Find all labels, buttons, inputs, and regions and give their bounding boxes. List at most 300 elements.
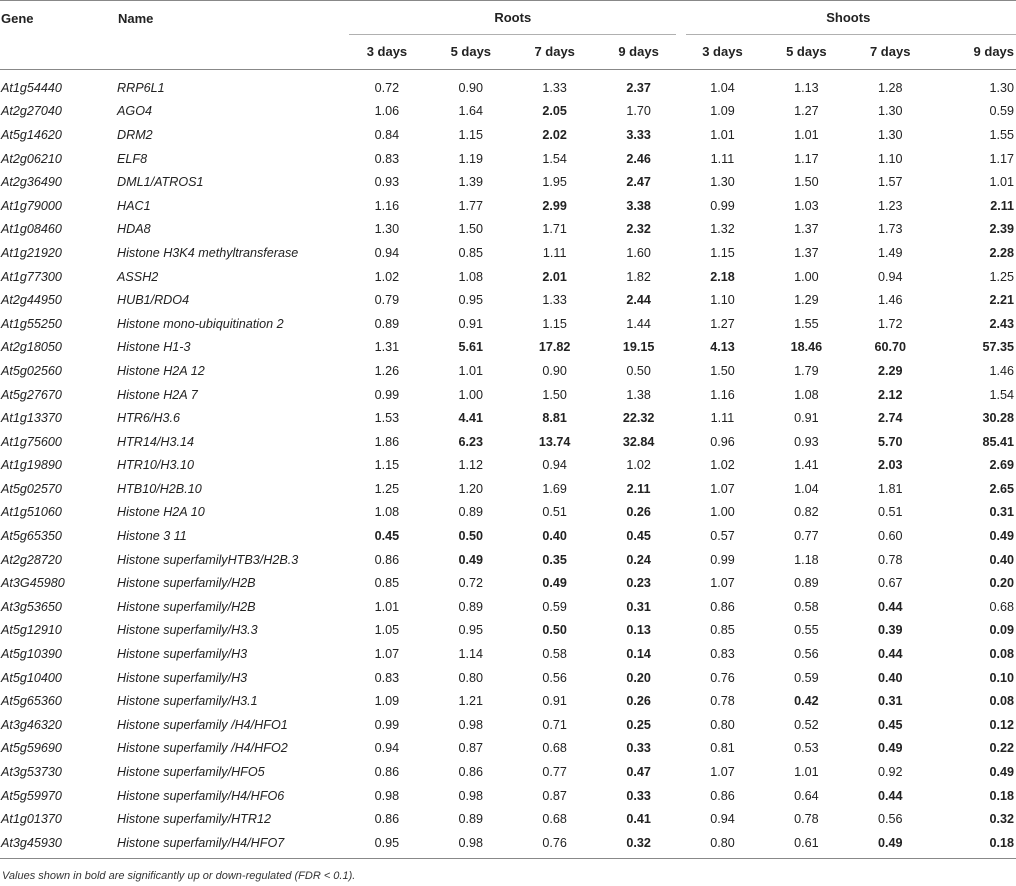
table-row	[0, 548, 1016, 572]
value-cell: 1.06	[374, 104, 400, 119]
value-cell: 1.00	[710, 505, 735, 520]
value-cell: 0.87	[458, 741, 484, 756]
value-cell: 0.59	[542, 599, 567, 614]
value-cell: 22.32	[622, 411, 655, 426]
gene-name-cell: RRP6L1	[117, 80, 165, 95]
header-group-roots: Roots	[494, 10, 532, 25]
value-cell: 2.46	[626, 151, 651, 166]
value-cell: 0.98	[458, 717, 484, 732]
value-cell: 0.50	[458, 529, 484, 544]
gene-id-cell: At1g13370	[1, 411, 62, 426]
value-cell: 1.30	[710, 175, 735, 190]
value-cell: 1.18	[794, 552, 819, 567]
value-cell: 1.14	[458, 647, 484, 662]
gene-id-cell: At2g36490	[1, 175, 62, 190]
gene-id-cell: At1g01370	[1, 812, 62, 827]
value-cell: 0.31	[626, 599, 651, 614]
value-cell: 1.50	[542, 387, 567, 402]
value-cell: 0.68	[989, 599, 1015, 614]
value-cell: 0.85	[458, 245, 484, 260]
value-cell: 0.60	[877, 529, 903, 544]
value-cell: 0.31	[877, 694, 903, 709]
table-row	[0, 241, 1016, 265]
gene-name-cell: DML1/ATROS1	[117, 175, 204, 190]
value-cell: 0.56	[794, 647, 819, 662]
value-cell: 0.57	[710, 529, 735, 544]
value-cell: 0.42	[794, 694, 819, 709]
value-cell: 2.12	[877, 387, 903, 402]
value-cell: 0.76	[710, 670, 735, 685]
gene-name-cell: HDA8	[117, 222, 151, 237]
gene-id-cell: At5g10400	[1, 670, 62, 685]
value-cell: 1.37	[794, 245, 819, 260]
value-cell: 1.02	[374, 269, 400, 284]
gene-name-cell: Histone superfamily/H3.1	[117, 694, 258, 709]
value-cell: 85.41	[982, 434, 1015, 449]
value-cell: 0.80	[458, 670, 484, 685]
value-cell: 4.13	[710, 340, 735, 355]
table-header	[0, 1, 1016, 70]
value-cell: 1.02	[710, 458, 735, 473]
table-row	[0, 359, 1016, 383]
value-cell: 1.31	[374, 340, 400, 355]
value-cell: 1.33	[542, 80, 567, 95]
table-row	[0, 571, 1016, 595]
value-cell: 0.91	[458, 316, 484, 331]
table-row	[0, 666, 1016, 690]
value-cell: 1.79	[794, 363, 819, 378]
value-cell: 1.17	[794, 151, 819, 166]
value-cell: 1.77	[458, 198, 484, 213]
value-cell: 1.00	[458, 387, 484, 402]
value-cell: 17.82	[538, 340, 571, 355]
value-cell: 1.25	[374, 481, 400, 496]
value-cell: 30.28	[982, 411, 1015, 426]
gene-id-cell: At5g59970	[1, 788, 62, 803]
value-cell: 1.57	[877, 175, 903, 190]
gene-id-cell: At5g02560	[1, 363, 62, 378]
value-cell: 1.01	[374, 599, 400, 614]
gene-name-cell: Histone H2A 12	[117, 363, 205, 378]
table-row	[0, 619, 1016, 643]
value-cell: 0.23	[626, 576, 651, 591]
value-cell: 1.15	[374, 458, 400, 473]
value-cell: 1.30	[877, 104, 903, 119]
value-cell: 0.80	[681, 831, 765, 858]
value-cell: 0.99	[374, 717, 400, 732]
value-cell: 0.86	[374, 812, 400, 827]
table-row	[0, 336, 1016, 360]
value-cell: 0.58	[794, 599, 819, 614]
value-cell: 0.67	[877, 576, 903, 591]
value-cell: 5.61	[458, 340, 484, 355]
value-cell: 1.05	[374, 623, 400, 638]
value-cell: 1.26	[374, 363, 400, 378]
value-cell: 0.33	[626, 788, 651, 803]
value-cell: 0.40	[542, 529, 567, 544]
value-cell: 0.31	[989, 505, 1015, 520]
gene-name-cell: HUB1/RDO4	[117, 293, 190, 308]
value-cell: 1.50	[794, 175, 819, 190]
table-row	[0, 454, 1016, 478]
value-cell: 1.38	[626, 387, 651, 402]
value-cell: 0.47	[626, 765, 651, 780]
gene-id-cell: At3g53730	[1, 765, 62, 780]
value-cell: 1.11	[710, 411, 735, 426]
value-cell: 0.56	[542, 670, 567, 685]
shoots-group-rule	[686, 34, 1016, 35]
value-cell: 1.55	[794, 316, 819, 331]
value-cell: 0.93	[374, 175, 400, 190]
gene-id-cell: At5g12910	[1, 623, 62, 638]
value-cell: 1.09	[710, 104, 735, 119]
gene-id-cell: At1g54440	[1, 80, 62, 95]
value-cell: 0.40	[877, 670, 903, 685]
gene-id-cell: At5g65350	[1, 529, 62, 544]
value-cell: 1.01	[794, 127, 819, 142]
value-cell: 0.26	[626, 505, 651, 520]
value-cell: 1.60	[626, 245, 651, 260]
value-cell: 0.78	[710, 694, 735, 709]
value-cell: 1.82	[626, 269, 651, 284]
value-cell: 1.73	[877, 222, 903, 237]
gene-id-cell: At3g45930	[0, 831, 117, 858]
value-cell: 0.99	[374, 387, 400, 402]
gene-name-cell: HTR14/H3.14	[117, 434, 194, 449]
table-row	[0, 831, 1016, 858]
value-cell: 1.54	[989, 387, 1015, 402]
value-cell: 0.41	[626, 812, 651, 827]
gene-name-cell: HTR6/H3.6	[117, 411, 180, 426]
value-cell: 2.02	[542, 127, 567, 142]
value-cell: 2.74	[877, 411, 903, 426]
value-cell: 0.51	[542, 505, 567, 520]
value-cell: 3.38	[626, 198, 651, 213]
value-cell: 0.89	[374, 316, 400, 331]
value-cell: 57.35	[982, 340, 1015, 355]
value-cell: 0.80	[710, 717, 735, 732]
header-gene: Gene	[1, 11, 34, 26]
value-cell: 0.83	[374, 151, 400, 166]
value-cell: 0.99	[710, 552, 735, 567]
value-cell: 0.79	[374, 293, 400, 308]
value-cell: 1.50	[710, 363, 735, 378]
value-cell: 2.39	[989, 222, 1015, 237]
table-row	[0, 218, 1016, 242]
value-cell: 6.23	[458, 434, 484, 449]
gene-name-cell: Histone H2A 10	[117, 505, 205, 520]
value-cell: 1.17	[989, 151, 1015, 166]
gene-name-cell: Histone superfamily/H4/HFO7	[117, 831, 345, 858]
gene-id-cell: At2g44950	[1, 293, 62, 308]
gene-id-cell: At1g55250	[1, 316, 62, 331]
header-day: 5 days	[450, 44, 492, 59]
value-cell: 0.14	[626, 647, 651, 662]
value-cell: 1.07	[374, 647, 400, 662]
gene-name-cell: Histone superfamily/H2B	[117, 576, 256, 591]
table-row	[0, 312, 1016, 336]
value-cell: 0.86	[710, 788, 735, 803]
value-cell: 0.64	[794, 788, 819, 803]
value-cell: 0.89	[458, 812, 484, 827]
value-cell: 0.32	[989, 812, 1015, 827]
table-footnote: Values shown in bold are significantly up or down-regulated (FDR < 0.1).	[2, 870, 356, 882]
value-cell: 1.07	[710, 576, 735, 591]
value-cell: 0.68	[542, 741, 567, 756]
value-cell: 0.95	[458, 623, 484, 638]
value-cell: 0.98	[374, 788, 400, 803]
value-cell: 1.54	[542, 151, 567, 166]
value-cell: 0.84	[374, 127, 400, 142]
value-cell: 0.26	[626, 694, 651, 709]
gene-name-cell: Histone superfamily/H3	[117, 647, 248, 662]
value-cell: 1.20	[458, 481, 484, 496]
gene-name-cell: Histone 3 11	[117, 529, 187, 544]
table-row	[0, 642, 1016, 666]
gene-id-cell: At5g59690	[1, 741, 62, 756]
value-cell: 0.18	[989, 788, 1015, 803]
value-cell: 1.71	[542, 222, 567, 237]
value-cell: 1.37	[794, 222, 819, 237]
value-cell: 1.00	[794, 269, 819, 284]
value-cell: 0.76	[513, 831, 597, 858]
value-cell: 0.49	[989, 529, 1015, 544]
value-cell: 2.18	[710, 269, 735, 284]
value-cell: 0.94	[374, 741, 400, 756]
table-row	[0, 430, 1016, 454]
header-name: Name	[118, 11, 154, 26]
value-cell: 0.18	[932, 831, 1016, 858]
value-cell: 0.44	[877, 788, 903, 803]
value-cell: 0.82	[794, 505, 819, 520]
value-cell: 1.23	[877, 198, 903, 213]
value-cell: 0.13	[626, 623, 651, 638]
value-cell: 0.98	[429, 831, 513, 858]
value-cell: 0.99	[710, 198, 735, 213]
value-cell: 0.24	[626, 552, 651, 567]
value-cell: 0.56	[877, 812, 903, 827]
value-cell: 0.72	[374, 80, 400, 95]
value-cell: 0.49	[542, 576, 567, 591]
value-cell: 0.59	[989, 104, 1015, 119]
value-cell: 1.10	[710, 293, 735, 308]
value-cell: 1.11	[542, 245, 567, 260]
value-cell: 1.53	[374, 411, 400, 426]
value-cell: 32.84	[622, 434, 655, 449]
value-cell: 0.59	[794, 670, 819, 685]
value-cell: 1.04	[794, 481, 819, 496]
value-cell: 1.27	[794, 104, 819, 119]
value-cell: 1.30	[374, 222, 400, 237]
value-cell: 1.50	[458, 222, 484, 237]
gene-id-cell: At1g51060	[1, 505, 62, 520]
table-row	[0, 501, 1016, 525]
value-cell: 1.16	[710, 387, 735, 402]
value-cell: 1.25	[989, 269, 1015, 284]
gene-name-cell: Histone H2A 7	[117, 387, 198, 402]
value-cell: 2.29	[877, 363, 903, 378]
gene-id-cell: At1g19890	[1, 458, 62, 473]
value-cell: 0.94	[374, 245, 400, 260]
gene-name-cell: Histone H3K4 methyltransferase	[117, 245, 299, 260]
value-cell: 1.29	[794, 293, 819, 308]
value-cell: 1.19	[458, 151, 484, 166]
roots-group-rule	[349, 34, 676, 35]
gene-id-cell: At3g53650	[1, 599, 62, 614]
value-cell: 0.51	[877, 505, 903, 520]
value-cell: 0.12	[989, 717, 1015, 732]
table-body	[0, 70, 1016, 859]
gene-id-cell: At1g79000	[1, 198, 62, 213]
value-cell: 0.96	[710, 434, 735, 449]
table-row	[0, 383, 1016, 407]
table-row	[0, 265, 1016, 289]
header-group-shoots: Shoots	[826, 10, 871, 25]
table-row	[0, 807, 1016, 831]
value-cell: 2.65	[989, 481, 1015, 496]
value-cell: 0.89	[458, 599, 484, 614]
value-cell: 1.02	[626, 458, 651, 473]
table-row	[0, 524, 1016, 548]
value-cell: 0.85	[374, 576, 400, 591]
value-cell: 1.46	[989, 363, 1015, 378]
value-cell: 2.03	[877, 458, 903, 473]
gene-id-cell: At1g75600	[1, 434, 62, 449]
value-cell: 1.32	[710, 222, 735, 237]
gene-id-cell: At2g18050	[1, 340, 62, 355]
value-cell: 0.20	[989, 576, 1015, 591]
header-day: 9 days	[618, 44, 659, 59]
value-cell: 8.81	[542, 411, 567, 426]
table-row	[0, 194, 1016, 218]
value-cell: 1.01	[794, 765, 819, 780]
gene-name-cell: Histone superfamily /H4/HFO1	[117, 717, 288, 732]
gene-id-cell: At5g65360	[1, 694, 62, 709]
header-day: 7 days	[534, 44, 575, 59]
value-cell: 1.55	[989, 127, 1015, 142]
value-cell: 0.50	[626, 363, 651, 378]
value-cell: 1.27	[710, 316, 735, 331]
value-cell: 2.69	[989, 458, 1015, 473]
gene-name-cell: Histone superfamily/HFO5	[117, 765, 265, 780]
header-day: 3 days	[366, 44, 408, 59]
value-cell: 0.78	[877, 552, 903, 567]
table-row	[0, 595, 1016, 619]
value-cell: 2.32	[626, 222, 651, 237]
gene-id-cell: At5g14620	[1, 127, 62, 142]
value-cell: 0.92	[877, 765, 903, 780]
value-cell: 3.33	[626, 127, 651, 142]
value-cell: 1.16	[374, 198, 400, 213]
value-cell: 0.61	[764, 831, 848, 858]
value-cell: 0.94	[877, 269, 903, 284]
value-cell: 1.08	[458, 269, 484, 284]
value-cell: 1.69	[542, 481, 567, 496]
value-cell: 0.83	[710, 647, 735, 662]
value-cell: 2.99	[542, 198, 567, 213]
gene-id-cell: At2g28720	[1, 552, 62, 567]
gene-name-cell: Histone superfamily /H4/HFO2	[117, 741, 288, 756]
value-cell: 0.86	[374, 765, 400, 780]
gene-name-cell: HTR10/H3.10	[117, 458, 194, 473]
gene-name-cell: Histone superfamily/H3	[117, 670, 248, 685]
value-cell: 1.09	[374, 694, 400, 709]
table-row	[0, 147, 1016, 171]
value-cell: 0.94	[542, 458, 567, 473]
value-cell: 0.50	[542, 623, 567, 638]
value-cell: 0.68	[542, 812, 567, 827]
value-cell: 2.43	[989, 316, 1015, 331]
gene-id-cell: At3G45980	[1, 576, 65, 591]
value-cell: 19.15	[622, 340, 655, 355]
value-cell: 0.94	[710, 812, 735, 827]
header-row-groups	[0, 1, 1016, 35]
gene-name-cell: HTB10/H2B.10	[117, 481, 202, 496]
value-cell: 0.91	[542, 694, 567, 709]
value-cell: 0.49	[848, 831, 932, 858]
value-cell: 1.15	[542, 316, 567, 331]
value-cell: 0.81	[710, 741, 735, 756]
value-cell: 2.47	[626, 175, 651, 190]
value-cell: 4.41	[458, 411, 484, 426]
table-row	[0, 737, 1016, 761]
table-row	[0, 477, 1016, 501]
value-cell: 0.25	[626, 717, 651, 732]
value-cell: 1.11	[710, 151, 735, 166]
value-cell: 0.86	[710, 599, 735, 614]
value-cell: 1.08	[794, 387, 819, 402]
value-cell: 1.49	[877, 245, 903, 260]
value-cell: 1.03	[794, 198, 819, 213]
gene-id-cell: At5g02570	[1, 481, 62, 496]
gene-name-cell: Histone superfamily/H3.3	[117, 623, 258, 638]
value-cell: 0.39	[877, 623, 903, 638]
value-cell: 0.95	[458, 293, 484, 308]
gene-name-cell: ASSH2	[117, 269, 159, 284]
value-cell: 1.41	[794, 458, 819, 473]
value-cell: 0.53	[794, 741, 819, 756]
value-cell: 0.45	[877, 717, 903, 732]
value-cell: 1.15	[710, 245, 735, 260]
value-cell: 1.13	[794, 80, 819, 95]
value-cell: 1.01	[458, 363, 484, 378]
value-cell: 0.33	[626, 741, 651, 756]
value-cell: 1.72	[877, 316, 903, 331]
value-cell: 0.22	[989, 741, 1015, 756]
value-cell: 1.15	[458, 127, 484, 142]
value-cell: 0.77	[794, 529, 819, 544]
gene-name-cell: ELF8	[117, 151, 148, 166]
value-cell: 0.10	[989, 670, 1015, 685]
value-cell: 1.12	[458, 458, 484, 473]
value-cell: 1.28	[877, 80, 903, 95]
value-cell: 0.45	[374, 529, 400, 544]
gene-name-cell: Histone superfamilyHTB3/H2B.3	[117, 552, 299, 567]
value-cell: 1.95	[542, 175, 567, 190]
gene-id-cell: At1g77300	[1, 269, 62, 284]
value-cell: 1.39	[458, 175, 484, 190]
value-cell: 0.49	[989, 765, 1015, 780]
value-cell: 1.64	[458, 104, 484, 119]
value-cell: 2.05	[542, 104, 567, 119]
value-cell: 0.95	[345, 831, 429, 858]
table-row	[0, 406, 1016, 430]
value-cell: 1.44	[626, 316, 651, 331]
value-cell: 2.28	[989, 245, 1015, 260]
value-cell: 1.07	[710, 765, 735, 780]
value-cell: 0.20	[626, 670, 651, 685]
gene-name-cell: Histone superfamily/HTR12	[117, 812, 271, 827]
